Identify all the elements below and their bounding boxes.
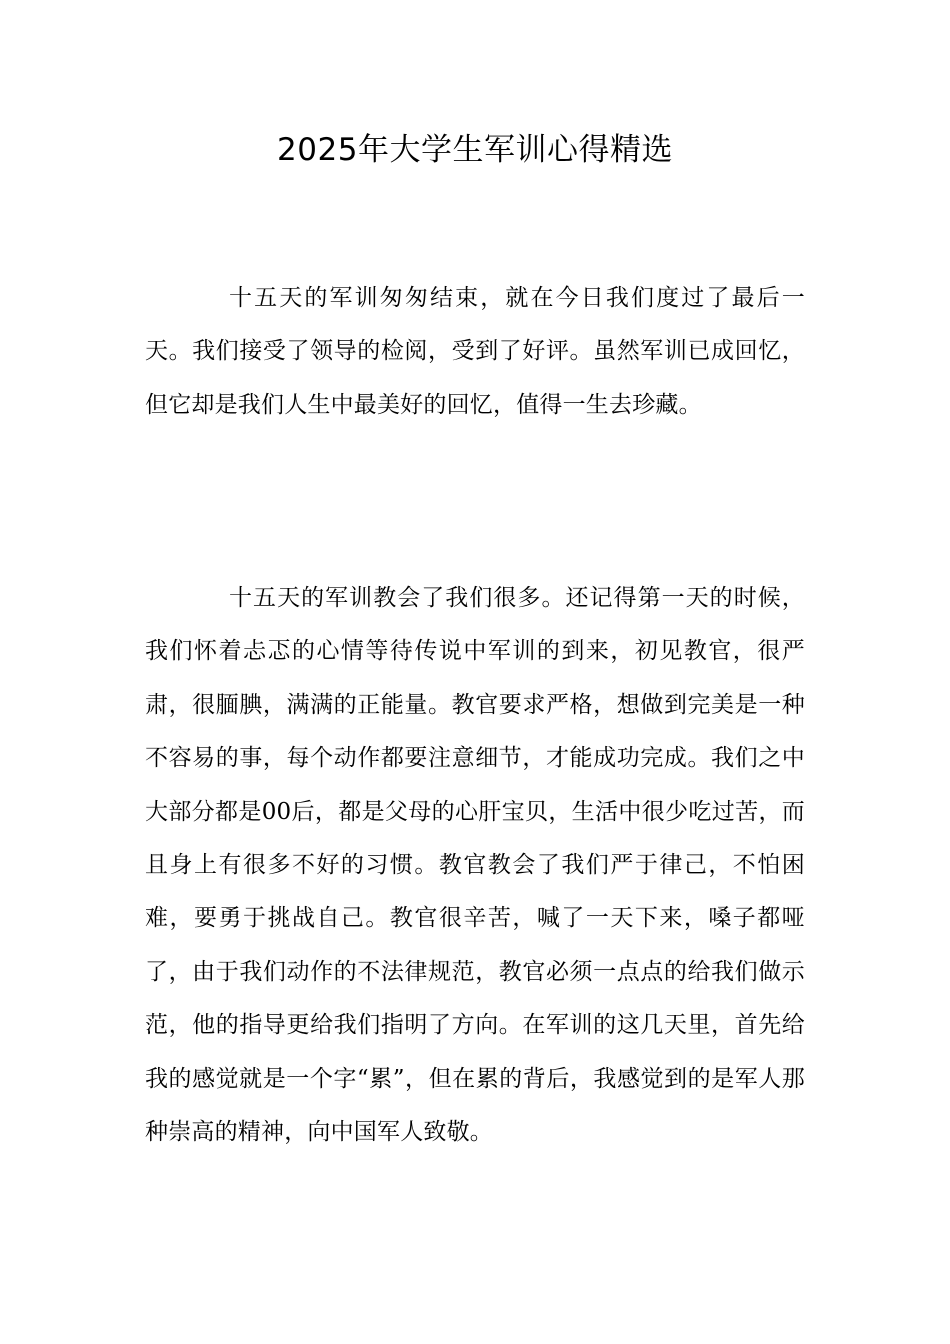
document-title: 2025年大学生军训心得精选	[277, 132, 673, 168]
paragraph-1: 十五天的军训匆匆结束，就在今日我们度过了最后一天。我们接受了领导的检阅，受到了好评。虽然军训已成回忆，但它却是我们人生中最美好的回忆，值得一生去珍藏。	[145, 285, 805, 418]
paragraph-2: 十五天的军训教会了我们很多。还记得第一天的时候，我们怀着忐忑的心情等待传说中军训的到来，初见教官，很严肃，很腼腆，满满的正能量。教官要求严格，想做到完美是一种不容易的事，每个动作都要注意细节，才能成功完成。我们之中大部分都是00后，都是父母的心肝宝贝，生活中很少吃过苦，而且身上有很多不好的习惯。教官教会了我们严于律己，不怕困难，要勇于挑战自己。教官很辛苦，喊了一天下来，嗓子都哑了，由于我们动作的不法律规范，教官必须一点点的给我们做示范，他的指导更给我们指明了方向。在军训的这几天里，首先给我的感觉就是一个字“累”，但在累的背后，我感觉到的是军人那种崇高的精神，向中国军人致敬。	[145, 585, 805, 1146]
